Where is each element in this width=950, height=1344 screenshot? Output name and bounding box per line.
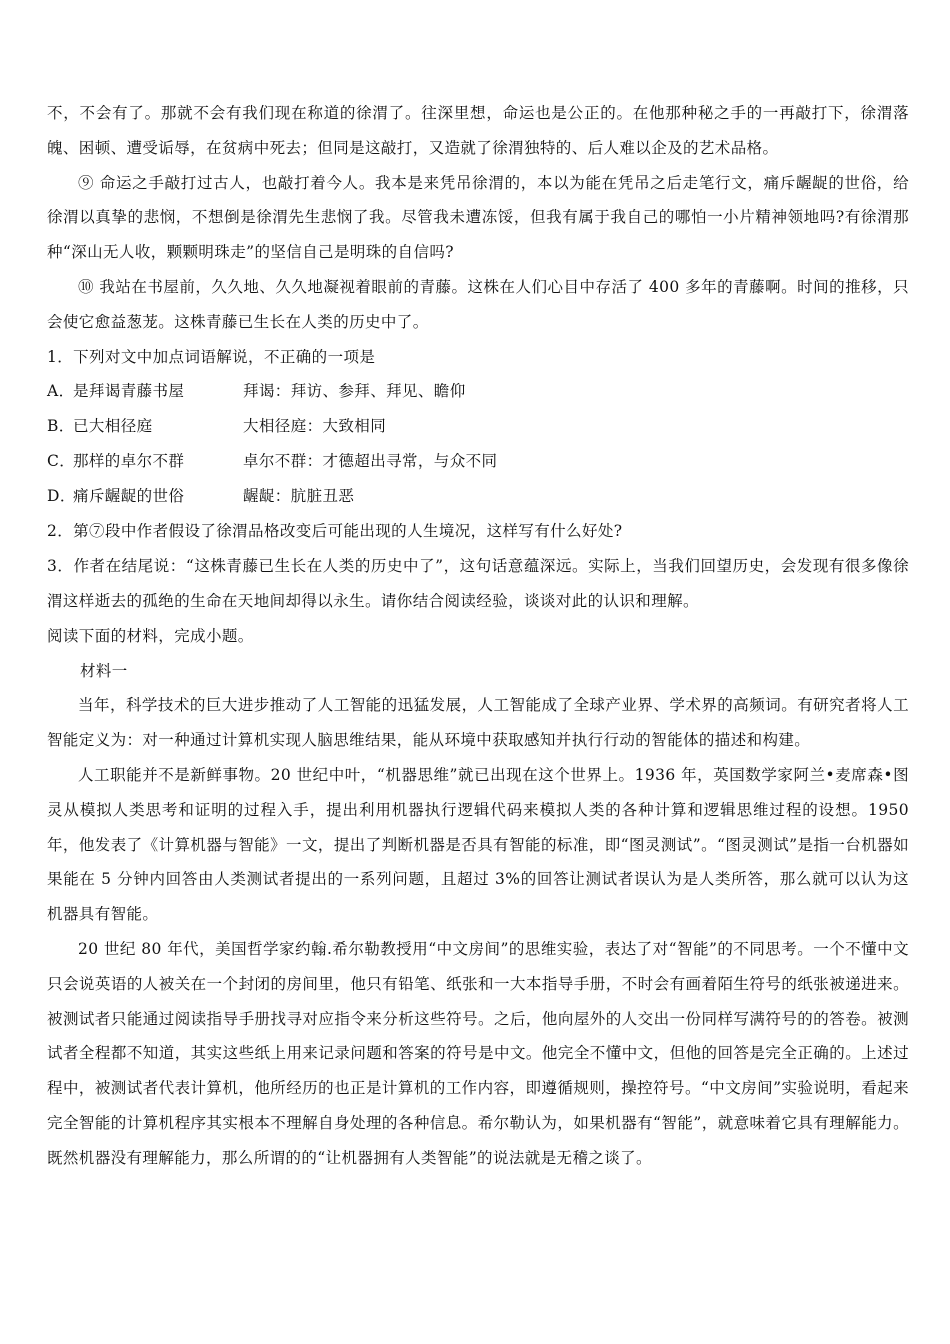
material-paragraph-1: 当年，科学技术的巨大进步推动了人工智能的迅猛发展，人工智能成了全球产业界、学术界的高频词。有研究者将人工智能定义为：对一种通过计算机实现人脑思维结果，能从环境中获取感知并执行行动的智能体的描述和构建。 xyxy=(47,696,909,750)
option-gloss: 卓尔不群：才德超出寻常，与众不同 xyxy=(243,452,498,471)
option-text: 是拜谒青藤书屋 xyxy=(73,382,185,401)
passage-paragraph-9: ⑨ 命运之手敲打过古人，也敲打着今人。我本是来凭吊徐渭的，本以为能在凭吊之后走笔行文，痛斥龌龊的世俗，给徐渭以真挚的悲悯，不想倒是徐渭先生悲悯了我。尽管我未遭冻馁，但我有属于我自己的哪怕一小片精神领地吗?有徐渭那种“深山无人收，颗颗明珠走”的坚信自己是明珠的自信吗? xyxy=(47,173,909,262)
material-paragraph-2: 人工职能并不是新鲜事物。20 世纪中叶，“机器思维”就已出现在这个世界上。1936 年，英国数学家阿兰•麦席森•图灵从模拟人类思考和证明的过程入手，提出利用机器执行逻辑代码来模拟人类的各种计算和逻辑思维过程的设想。1950 年，他发表了《计算机器与智能》一文，提出了判断机器是否具有智能的标准，即“图灵测试”。“图灵测试”是指一台机器如果能在 5 分钟内回答由人类测试者提出的一系列问题，且超过 3%的回答让测试者误认为是人类所答，那么就可以认为这机器具有智能。 xyxy=(47,765,909,924)
option-letter: B． xyxy=(47,417,75,436)
question-3: 3．作者在结尾说：“这株青藤已生长在人类的历史中了”，这句话意蕴深远。实际上，当我们回望历史，会发现有很多像徐渭这样逝去的孤绝的生命在天地间却得以永生。请你结合阅读经验，谈谈对此的认识和理解。 xyxy=(47,557,909,610)
material-paragraph-3: 20 世纪 80 年代，美国哲学家约翰.希尔勒教授用“中文房间”的思维实验，表达了对“智能”的不同思考。一个不懂中文只会说英语的人被关在一个封闭的房间里，他只有铅笔、纸张和一大本指导手册，不时会有画着陌生符号的纸张被递进来。被测试者只能通过阅读指导手册找寻对应指令来分析这些符号。之后，他向屋外的人交出一份同样写满符号的的答卷。被测试者全程都不知道，其实这些纸上用来记录问题和答案的符号是中文。他完全不懂中文，但他的回答是完全正确的。上述过程中，被测试者代表计算机，他所经历的也正是计算机的工作内容，即遵循规则，操控符号。“中文房间”实验说明，看起来完全智能的计算机程序其实根本不理解自身处理的各种信息。希尔勒认为，如果机器有“智能”，就意味着它具有理解能力。既然机器没有理解能力，那么所谓的的“让机器拥有人类智能”的说法就是无稽之谈了。 xyxy=(47,939,909,1167)
question-2: 2．第⑦段中作者假设了徐渭品格改变后可能出现的人生境况，这样写有什么好处? xyxy=(47,522,623,541)
passage-paragraph-10: ⑩ 我站在书屋前，久久地、久久地凝视着眼前的青藤。这株在人们心目中存活了 400 多年的青藤啊。时间的推移，只会使它愈益葱茏。这株青藤已生长在人类的历史中了。 xyxy=(47,277,909,331)
option-gloss: 大相径庭：大致相同 xyxy=(243,417,387,436)
material-label: 材料一 xyxy=(80,661,128,680)
option-text: 已大相径庭 xyxy=(73,417,153,436)
passage-paragraph-continued: 不，不会有了。那就不会有我们现在称道的徐渭了。往深里想，命运也是公正的。在他那种秘之手的一再敲打下，徐渭落魄、困顿、遭受诟辱，在贫病中死去；但同是这敲打，又造就了徐渭独特的、后人难以企及的艺术品格。 xyxy=(47,104,909,157)
option-d xyxy=(47,479,909,514)
option-text: 那样的卓尔不群 xyxy=(73,452,185,471)
option-letter: D． xyxy=(47,487,76,506)
option-b xyxy=(47,409,909,444)
option-a xyxy=(47,374,909,409)
option-gloss: 拜谒：拜访、参拜、拜见、瞻仰 xyxy=(243,382,466,401)
option-letter: A． xyxy=(47,382,75,401)
document-page xyxy=(47,96,909,1176)
question-1: 1．下列对文中加点词语解说，不正确的一项是 xyxy=(47,347,376,366)
option-letter: C． xyxy=(47,452,76,471)
reading-instruction: 阅读下面的材料，完成小题。 xyxy=(47,626,254,645)
option-text: 痛斥龌龊的世俗 xyxy=(73,487,185,506)
option-gloss: 龌龊：肮脏丑恶 xyxy=(243,487,355,506)
option-c xyxy=(47,444,909,479)
